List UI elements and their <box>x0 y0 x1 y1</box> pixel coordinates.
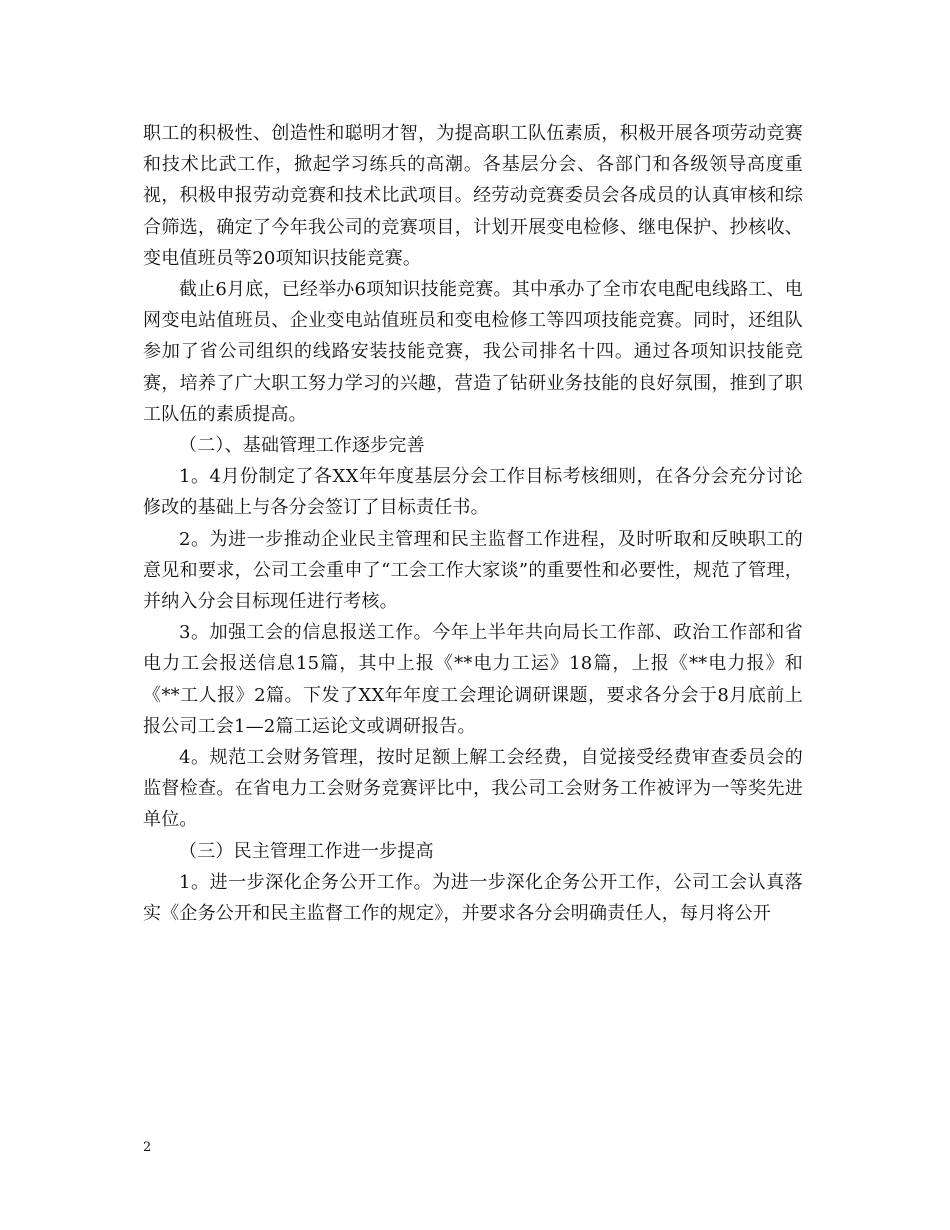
paragraph-item-5: 1。进一步深化企务公开工作。为进一步深化企务公开工作，公司工会认真落实《企务公开和民主监督工作的规定》，并要求各分会明确责任人，每月将公开 <box>143 871 803 925</box>
section-heading-3: （三）民主管理工作进一步提高 <box>179 840 434 862</box>
page-number: 2 <box>143 1140 152 1155</box>
paragraph-item-1: 1。4月份制定了各XX年年度基层分会工作目标考核细则，在各分会充分讨论修改的基础上与各分会签订了目标责任书。 <box>143 466 803 519</box>
paragraph-item-3: 3。加强工会的信息报送工作。今年上半年共向局长工作部、政治工作部和省电力工会报送信息15篇，其中上报《**电力工运》18篇，上报《**电力报》和《**工人报》2篇。下发了XX年年度工会理论调研课题，要求各分会于8月底前上报公司工会1—2篇工运论文或调研报告。 <box>143 622 803 737</box>
paragraph-item-2: 2。为进一步推动企业民主管理和民主监督工作进程，及时听取和反映职工的意见和要求，公司工会重申了“工会工作大家谈”的重要性和必要性，规范了管理，并纳入分会目标现任进行考核。 <box>143 528 803 613</box>
document-body <box>143 118 803 929</box>
paragraph-2: 截止6月底，已经举办6项知识技能竞赛。其中承办了全市农电配电线路工、电网变电站值班员、企业变电站值班员和变电检修工等四项技能竞赛。同时，还组队参加了省公司组织的线路安装技能竞赛，我公司排名十四。通过各项知识技能竞赛，培养了广大职工努力学习的兴趣，营造了钻研业务技能的良好氛围，推到了职工队伍的素质提高。 <box>143 279 803 425</box>
paragraph-1: 职工的积极性、创造性和聪明才智，为提高职工队伍素质，积极开展各项劳动竞赛和技术比武工作，掀起学习练兵的高潮。各基层分会、各部门和各级领导高度重视，积极申报劳动竞赛和技术比武项目。经劳动竞赛委员会各成员的认真审核和综合筛选，确定了今年我公司的竞赛项目，计划开展变电检修、继电保护、抄核收、变电值班员等20项知识技能竞赛。 <box>143 123 803 269</box>
paragraph-item-4: 4。规范工会财务管理，按时足额上解工会经费，自觉接受经费审查委员会的监督检查。在省电力工会财务竞赛评比中，我公司工会财务工作被评为一等奖先进单位。 <box>143 747 803 831</box>
section-heading-2: （二）、基础管理工作逐步完善 <box>179 435 425 457</box>
